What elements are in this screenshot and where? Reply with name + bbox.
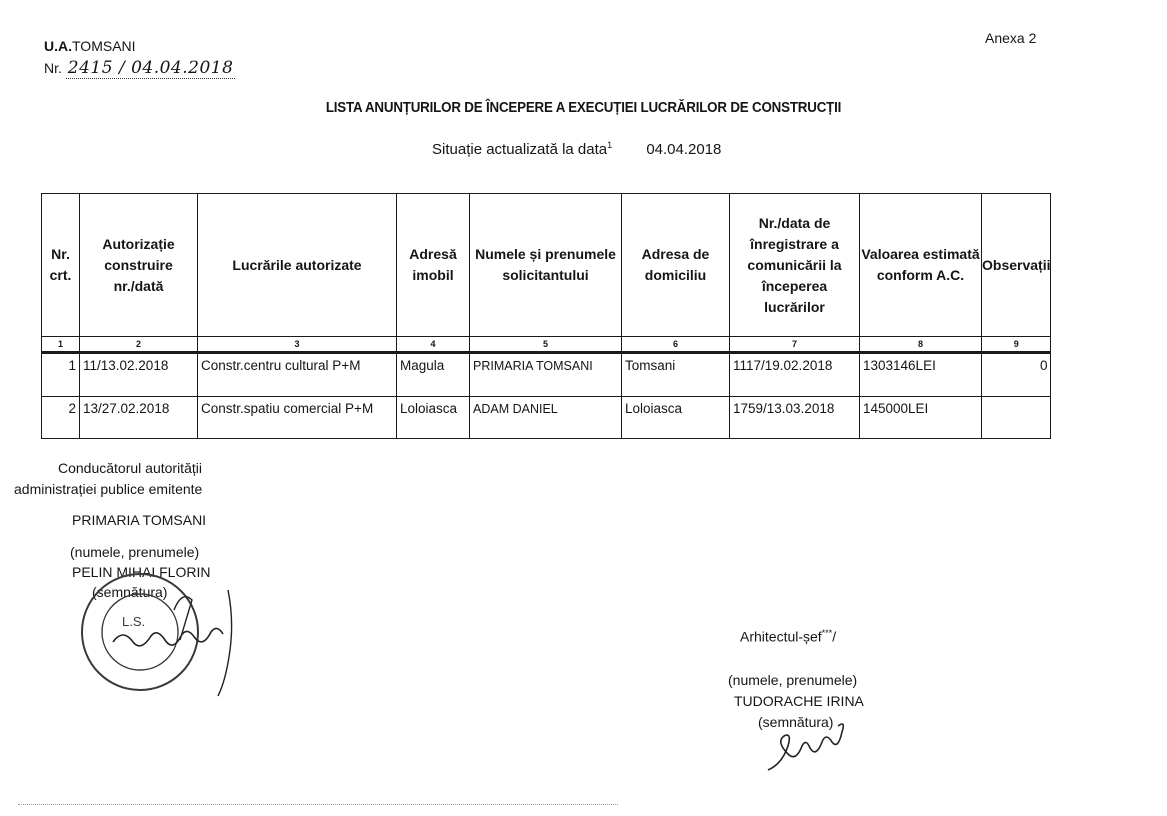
cell-solicitant: ADAM DANIEL	[470, 397, 622, 439]
cell-autorizatie: 13/27.02.2018	[80, 397, 198, 439]
cell-adresa-imobil: Magula	[397, 353, 470, 397]
column-number: 4	[397, 337, 470, 353]
issuer-role-line2: administrației publice emitente	[14, 481, 203, 497]
cell-comunicare: 1759/13.03.2018	[730, 397, 860, 439]
issuer-unit-prefix: U.A.	[44, 38, 72, 54]
cell-solicitant: PRIMARIA TOMSANI	[470, 353, 622, 397]
architect-name: TUDORACHE IRINA	[734, 693, 864, 709]
issuer-name-label: (numele, prenumele)	[70, 544, 200, 560]
registration-number-value: 2415 / 04.04.2018	[67, 58, 234, 78]
cell-nr: 2	[42, 397, 80, 439]
cell-lucrari: Constr.centru cultural P+M	[198, 353, 397, 397]
annex-label: Anexa 2	[985, 30, 1037, 46]
architect-name-label: (numele, prenumele)	[728, 672, 858, 688]
column-number: 5	[470, 337, 622, 353]
architect-role	[740, 628, 836, 645]
header-observatii: Observații	[982, 194, 1051, 337]
update-date-footnote: 1	[607, 140, 613, 150]
column-number: 2	[80, 337, 198, 353]
architect-signature-label: (semnătura)	[758, 714, 834, 730]
column-number: 3	[198, 337, 397, 353]
cell-valoare: 1303146LEI	[860, 353, 982, 397]
official-stamp	[78, 570, 258, 705]
table-row	[42, 397, 1051, 439]
header-solicitant: Numele și prenumele solicitantului	[470, 194, 622, 337]
header-lucrari: Lucrările autorizate	[198, 194, 397, 337]
cell-autorizatie: 11/13.02.2018	[80, 353, 198, 397]
cell-valoare: 145000LEI	[860, 397, 982, 439]
column-number: 9	[982, 337, 1051, 353]
stamp-and-signature-graphic	[78, 570, 258, 700]
document-title: LISTA ANUNȚURILOR DE ÎNCEPERE A EXECUȚIEI LUCRĂRILOR DE CONSTRUCȚII	[325, 100, 842, 116]
cell-domiciliu: Tomsani	[622, 353, 730, 397]
table-row	[42, 353, 1051, 397]
column-number: 7	[730, 337, 860, 353]
cell-observatii	[982, 397, 1051, 439]
column-number: 8	[860, 337, 982, 353]
cell-domiciliu: Loloiasca	[622, 397, 730, 439]
header-domiciliu: Adresa de domiciliu	[622, 194, 730, 337]
cell-comunicare: 1117/19.02.2018	[730, 353, 860, 397]
cell-nr: 1	[42, 353, 80, 397]
header-autorizatie: Autorizație construire nr./dată	[80, 194, 198, 337]
header-comunicare: Nr./data de înregistrare a comunicării la începerea lucrărilor	[730, 194, 860, 337]
architect-role-text: Arhitectul-șef	[740, 628, 822, 645]
issuer-name: PELIN MIHAI FLORIN	[72, 564, 211, 580]
update-date-label: Situație actualizată la data	[432, 141, 608, 158]
issuer-unit-name: TOMSANI	[72, 38, 136, 54]
cell-adresa-imobil: Loloiasca	[397, 397, 470, 439]
issuer-unit	[44, 38, 136, 54]
update-date-value: 04.04.2018	[646, 141, 722, 158]
column-number: 6	[622, 337, 730, 353]
cell-lucrari: Constr.spatiu comercial P+M	[198, 397, 397, 439]
issuer-signature-label: (semnătura)	[92, 584, 168, 600]
update-date-line	[432, 140, 721, 158]
registration-number	[44, 58, 235, 78]
stamp-ls-text: L.S.	[122, 614, 146, 629]
architect-role-suffix: /	[832, 628, 837, 645]
issuer-institution: PRIMARIA TOMSANI	[72, 512, 207, 528]
column-number-row	[42, 337, 1051, 353]
registration-number-label: Nr.	[44, 60, 62, 76]
column-number: 1	[42, 337, 80, 353]
architect-handwritten-signature	[758, 720, 858, 776]
header-valoare: Valoarea estimată conform A.C.	[860, 194, 982, 337]
bottom-divider	[18, 804, 618, 806]
cell-observatii: 0	[982, 353, 1051, 397]
architect-role-footnote: ***	[821, 628, 833, 638]
table-header-row	[42, 194, 1051, 337]
issuer-role-line1: Conducătorul autorității	[58, 460, 202, 476]
header-nr-crt: Nr. crt.	[42, 194, 80, 337]
header-adresa-imobil: Adresă imobil	[397, 194, 470, 337]
announcements-table	[41, 193, 1051, 439]
